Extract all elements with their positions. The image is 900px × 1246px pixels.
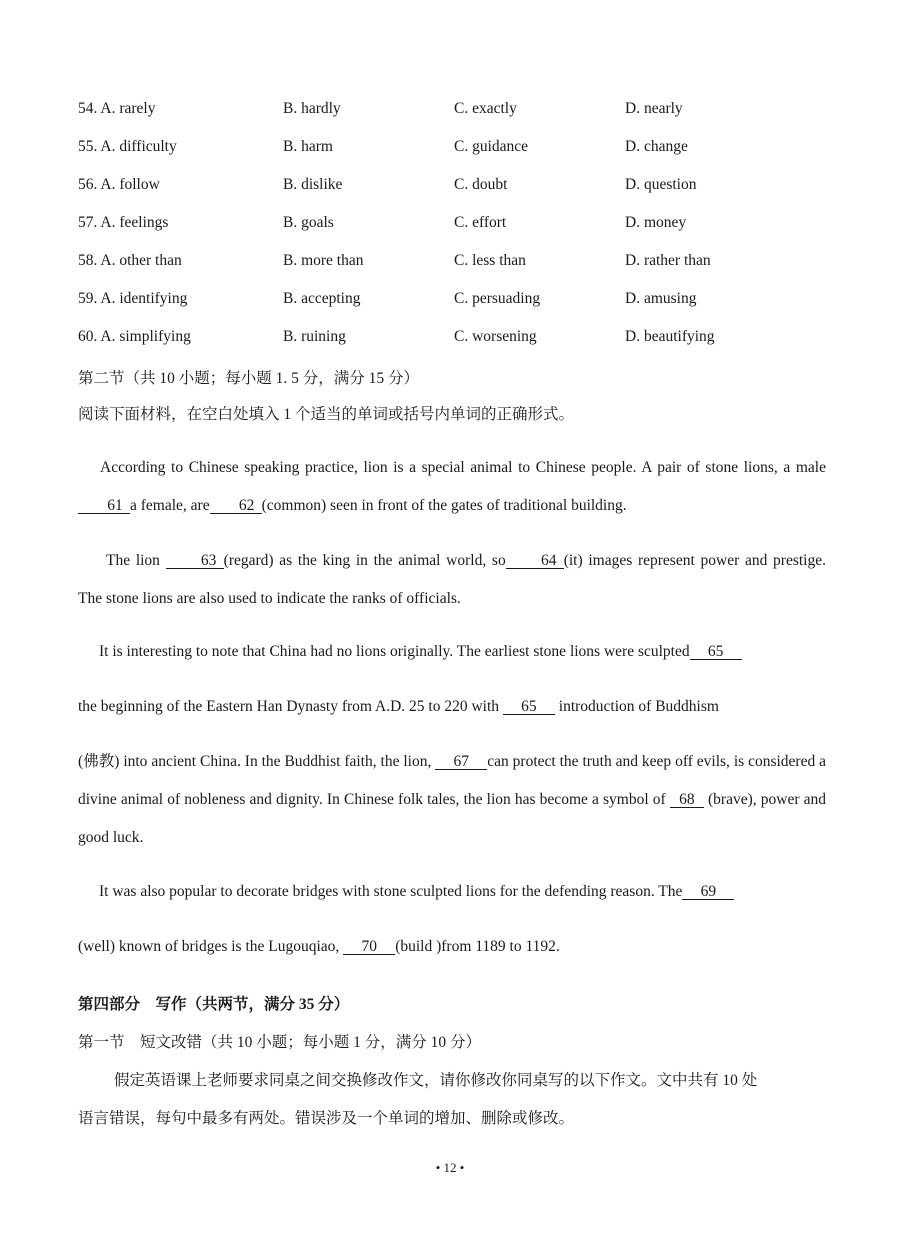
option-row-59 [78, 290, 838, 314]
option-a: 58. A. other than [78, 252, 182, 269]
passage-text: (it) images represent power and prestige. The stone lions are also used to indicate the ranks of officials. [78, 552, 826, 607]
part4-title: 第四部分 写作（共两节，满分 35 分） [78, 996, 350, 1013]
passage-paragraph-2 [78, 542, 826, 618]
option-b: B. more than [283, 252, 364, 269]
passage-text: (common) seen in front of the gates of traditional building. [261, 497, 627, 514]
passage-text: (well) known of bridges is the Lugouqiao, [78, 938, 344, 955]
option-d: D. nearly [625, 100, 683, 117]
option-row-58 [78, 252, 838, 276]
option-a: 56. A. follow [78, 176, 160, 193]
blank-65-first: 65 [690, 644, 742, 660]
passage-text: introduction of Buddhism [554, 698, 719, 715]
passage-text: (佛教) into ancient China. In the Buddhist faith, the lion, [78, 753, 436, 770]
option-b: B. harm [283, 138, 333, 155]
passage-text: According to Chinese speaking practice, lion is a special animal to Chinese people. A pair of stone lions, a male [100, 459, 826, 476]
option-c: C. worsening [454, 328, 537, 345]
option-a: 55. A. difficulty [78, 138, 177, 155]
option-d: D. money [625, 214, 687, 231]
part4-instruction-line-1: 假定英语课上老师要求同桌之间交换修改作文，请你修改你同桌写的以下作文。文中共有 10 处 [114, 1072, 758, 1089]
part4-instruction-line-2: 语言错误，每句中最多有两处。错误涉及一个单词的增加、删除或修改。 [78, 1110, 575, 1127]
option-d: D. question [625, 176, 697, 193]
passage-text: (build )from 1189 to 1192. [395, 938, 560, 955]
option-a: 54. A. rarely [78, 100, 156, 117]
passage-text: can protect the truth and keep off evils, is considered a divine animal of nobleness and dignity. In Chinese folk tales, the lion has become a symbol of [78, 753, 826, 808]
passage-text: (regard) as the king in the animal world, so [223, 552, 506, 569]
blank-61: 61 [78, 498, 130, 514]
option-a: 60. A. simplifying [78, 328, 191, 345]
option-b: B. ruining [283, 328, 346, 345]
blank-63: 63 [166, 553, 224, 569]
blank-67: 67 [435, 754, 487, 770]
passage-paragraph-1 [78, 449, 826, 525]
option-c: C. effort [454, 214, 507, 231]
option-c: C. exactly [454, 100, 517, 117]
passage-line-6 [78, 883, 826, 901]
blank-65-second: 65 [503, 699, 555, 715]
option-b: B. goals [283, 214, 334, 231]
blank-69: 69 [682, 884, 734, 900]
passage-line-7 [78, 938, 826, 956]
option-row-60 [78, 328, 838, 352]
section2-title: 第二节（共 10 小题；每小题 1. 5 分，满分 15 分） [78, 370, 420, 387]
option-row-55 [78, 138, 838, 162]
page-number: • 12 • [435, 1160, 465, 1175]
option-d: D. beautifying [625, 328, 715, 345]
option-row-56 [78, 176, 838, 200]
passage-text: It was also popular to decorate bridges with stone sculpted lions for the defending reason. The [99, 883, 683, 900]
section2-instruction: 阅读下面材料，在空白处填入 1 个适当的单词或括号内单词的正确形式。 [78, 406, 575, 423]
option-c: C. less than [454, 252, 526, 269]
option-row-57 [78, 214, 838, 238]
option-row-54 [78, 100, 838, 124]
passage-text: a female, are [130, 497, 210, 514]
passage-line-3 [78, 643, 826, 661]
option-a: 59. A. identifying [78, 290, 188, 307]
option-d: D. amusing [625, 290, 697, 307]
option-b: B. accepting [283, 290, 361, 307]
option-b: B. dislike [283, 176, 343, 193]
blank-62: 62 [210, 498, 262, 514]
option-a: 57. A. feelings [78, 214, 169, 231]
part4-section1-title: 第一节 短文改错（共 10 小题；每小题 1 分，满分 10 分） [78, 1034, 482, 1051]
blank-64: 64 [506, 553, 564, 569]
passage-text: (brave), power and good luck. [78, 791, 826, 846]
passage-paragraph-4 [78, 743, 826, 857]
option-c: C. guidance [454, 138, 529, 155]
option-b: B. hardly [283, 100, 341, 117]
passage-text: the beginning of the Eastern Han Dynasty from A.D. 25 to 220 with [78, 698, 503, 715]
option-d: D. change [625, 138, 688, 155]
blank-68: 68 [670, 792, 704, 808]
option-c: C. doubt [454, 176, 508, 193]
option-c: C. persuading [454, 290, 541, 307]
passage-text: The lion [106, 552, 166, 569]
passage-line-4 [78, 698, 826, 716]
passage-text: It is interesting to note that China had no lions originally. The earliest stone lions were sculpted [99, 643, 690, 660]
option-d: D. rather than [625, 252, 711, 269]
blank-70: 70 [343, 939, 395, 955]
